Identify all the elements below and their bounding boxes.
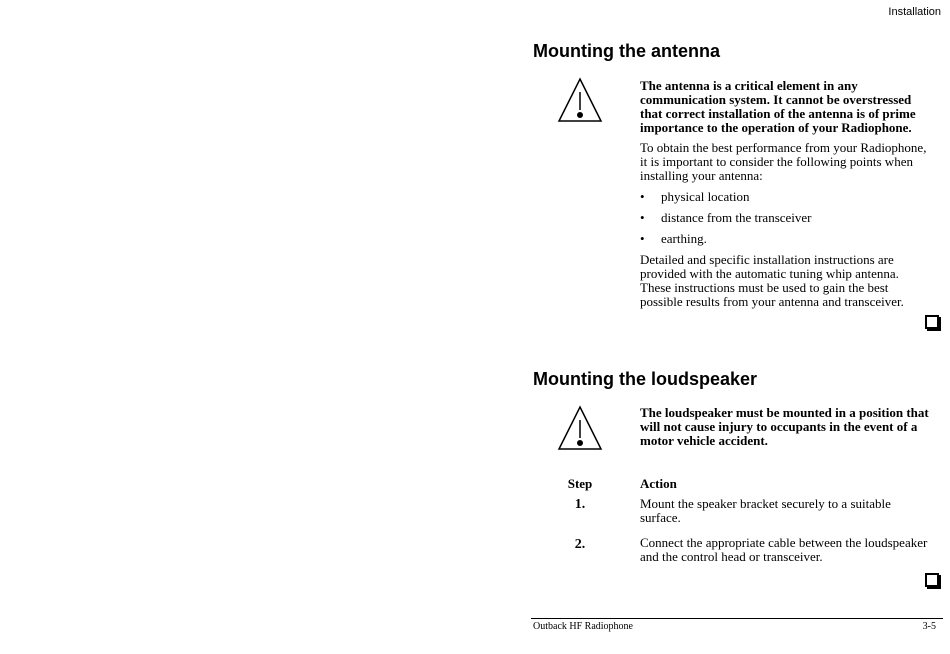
bullet-item: • earthing. <box>640 231 707 246</box>
warning-triangle-icon <box>557 405 603 451</box>
bullet-icon: • <box>640 189 645 204</box>
step-number: 1. <box>574 497 586 512</box>
section-title-antenna: Mounting the antenna <box>533 41 720 61</box>
bullet-icon: • <box>640 210 645 225</box>
step-number: 2. <box>574 537 586 552</box>
end-of-section-box-icon <box>925 315 939 329</box>
warning-triangle-icon <box>557 77 603 123</box>
step-column-header: Step <box>567 476 593 491</box>
end-of-section-box-icon <box>925 573 939 587</box>
action-column-header: Action <box>640 476 677 491</box>
section-title-loudspeaker: Mounting the loudspeaker <box>533 369 758 389</box>
step-action: Connect the appropriate cable between the loudspeaker and the control head or transceiver. <box>640 535 928 564</box>
antenna-detail-paragraph: Detailed and specific installation instructions are provided with the automatic tuning whip antenna. These instructions must be used to gain the best possible results from your antenna and transceiver. <box>640 252 904 309</box>
step-action: Mount the speaker bracket securely to a suitable surface. <box>640 496 891 525</box>
antenna-intro-paragraph: To obtain the best performance from your Radiophone, it is important to consider the following points when installing your antenna: <box>640 140 927 183</box>
loudspeaker-warning-text: The loudspeaker must be mounted in a position that will not cause injury to occupants in the event of a motor vehicle accident. <box>640 405 929 448</box>
footer-document-title: Outback HF Radiophone <box>533 621 633 632</box>
bullet-icon: • <box>640 231 645 246</box>
footer-divider <box>531 618 943 619</box>
running-header: Installation <box>888 6 941 18</box>
footer-page-number: 3-5 <box>922 621 936 632</box>
bullet-item: • physical location <box>640 189 750 204</box>
bullet-item: • distance from the transceiver <box>640 210 812 225</box>
antenna-warning-text: The antenna is a critical element in any communication system. It cannot be overstressed that correct installation of the antenna is of prime importance to the operation of your Radiophone. <box>640 78 916 135</box>
